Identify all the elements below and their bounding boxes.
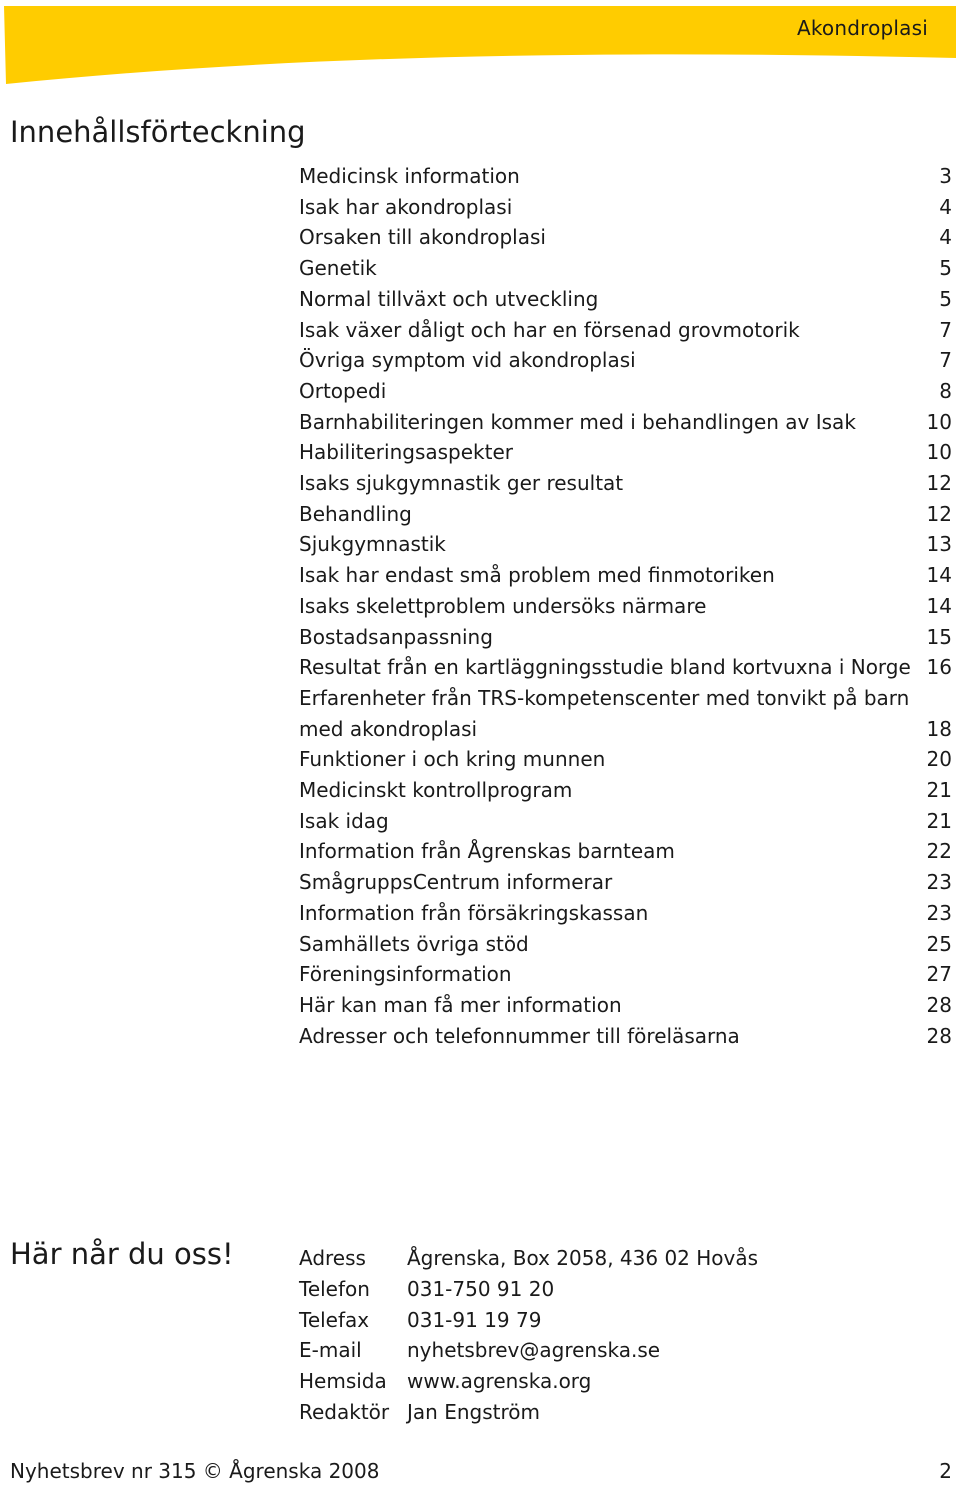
toc-entry[interactable] [299, 222, 952, 253]
contact-value: 031-91 19 79 [407, 1307, 542, 1332]
table-of-contents [299, 161, 952, 1051]
toc-entry-title: Information från försäkringskassan [299, 900, 649, 925]
toc-entry[interactable] [299, 959, 952, 990]
toc-entry-page: 13 [926, 532, 952, 557]
toc-entry-title: Sjukgymnastik [299, 532, 446, 557]
toc-entry-page: 20 [926, 747, 952, 772]
toc-entry[interactable] [299, 652, 952, 683]
toc-entry[interactable] [299, 683, 952, 744]
toc-entry[interactable] [299, 929, 952, 960]
toc-entry-page: 22 [926, 839, 952, 864]
toc-entry[interactable] [299, 468, 952, 499]
toc-entry-page: 28 [926, 1023, 952, 1048]
contact-row [299, 1335, 758, 1366]
toc-entry-page: 7 [939, 348, 952, 373]
toc-entry[interactable] [299, 161, 952, 192]
toc-entry-page: 14 [926, 563, 952, 588]
contact-label: Hemsida [299, 1369, 387, 1394]
toc-entry[interactable] [299, 253, 952, 284]
toc-entry-title: Isak växer dåligt och har en försenad grovmotorik [299, 317, 800, 342]
contact-heading: Här når du oss! [10, 1237, 234, 1271]
contact-table [299, 1243, 758, 1428]
toc-entry-title: Isaks sjukgymnastik ger resultat [299, 471, 624, 496]
toc-entry[interactable] [299, 836, 952, 867]
contact-label: Redaktör [299, 1399, 390, 1424]
toc-entry[interactable] [299, 867, 952, 898]
contact-value[interactable]: nyhetsbrev@agrenska.se [407, 1338, 661, 1363]
toc-entry-page: 12 [926, 501, 952, 526]
toc-entry[interactable] [299, 376, 952, 407]
toc-entry-page: 12 [926, 471, 952, 496]
toc-entry-page: 7 [939, 317, 952, 342]
toc-heading: Innehållsförteckning [10, 115, 306, 149]
toc-entry-title: Normal tillväxt och utveckling [299, 286, 599, 311]
toc-entry-title: Ortopedi [299, 378, 387, 403]
toc-entry-title: Adresser och telefonnummer till föreläsarna [299, 1023, 740, 1048]
contact-label: Telefax [299, 1307, 370, 1332]
toc-entry-page: 28 [926, 992, 952, 1017]
toc-entry[interactable] [299, 315, 952, 346]
toc-entry-page: 18 [926, 716, 952, 741]
toc-entry[interactable] [299, 990, 952, 1021]
toc-entry[interactable] [299, 744, 952, 775]
toc-entry-title: Funktioner i och kring munnen [299, 747, 606, 772]
toc-entry[interactable] [299, 284, 952, 315]
toc-entry-title: Barnhabiliteringen kommer med i behandlingen av Isak [299, 409, 856, 434]
toc-entry[interactable] [299, 1021, 952, 1052]
toc-entry[interactable] [299, 407, 952, 438]
toc-entry-title: Bostadsanpassning [299, 624, 493, 649]
toc-entry-page: 5 [939, 286, 952, 311]
toc-entry-page: 5 [939, 256, 952, 281]
contact-row [299, 1243, 758, 1274]
toc-entry-page: 27 [926, 962, 952, 987]
toc-entry[interactable] [299, 622, 952, 653]
toc-entry[interactable] [299, 437, 952, 468]
toc-entry[interactable] [299, 898, 952, 929]
toc-entry[interactable] [299, 529, 952, 560]
banner-swoosh [0, 0, 960, 90]
toc-entry-page: 10 [926, 440, 952, 465]
contact-row [299, 1305, 758, 1336]
toc-entry-title: Samhällets övriga stöd [299, 931, 529, 956]
toc-entry[interactable] [299, 499, 952, 530]
contact-row [299, 1366, 758, 1397]
contact-label: Telefon [299, 1276, 370, 1301]
footer-page-number: 2 [939, 1459, 952, 1483]
toc-entry-page: 14 [926, 593, 952, 618]
toc-entry-title: Information från Ågrenskas barnteam [299, 839, 675, 864]
toc-entry-title: Resultat från en kartläggningsstudie bland kortvuxna i Norge [299, 655, 911, 680]
toc-entry-title: Isak har akondroplasi [299, 194, 513, 219]
toc-entry-title: SmågruppsCentrum informerar [299, 870, 613, 895]
toc-entry-title: Erfarenheter från TRS-kompetenscenter med tonvikt på barn med akondroplasi [299, 685, 910, 741]
toc-entry-page: 3 [939, 164, 952, 188]
toc-entry-page: 4 [939, 194, 952, 219]
contact-row [299, 1274, 758, 1305]
toc-entry-title: Övriga symptom vid akondroplasi [299, 348, 636, 373]
toc-entry[interactable] [299, 591, 952, 622]
toc-entry-page: 8 [939, 378, 952, 403]
toc-entry-title: Genetik [299, 256, 377, 281]
toc-entry-title: Habiliteringsaspekter [299, 440, 514, 465]
toc-entry-title: Medicinsk information [299, 164, 520, 188]
toc-entry-title: Isak har endast små problem med finmotoriken [299, 563, 775, 588]
toc-entry-page: 21 [926, 778, 952, 803]
toc-entry[interactable] [299, 192, 952, 223]
toc-entry-title: Behandling [299, 501, 412, 526]
toc-entry-title: Här kan man få mer information [299, 992, 622, 1017]
contact-label: E-mail [299, 1338, 362, 1363]
toc-entry[interactable] [299, 806, 952, 837]
contact-value: 031-750 91 20 [407, 1276, 555, 1301]
toc-entry[interactable] [299, 560, 952, 591]
toc-entry-title: Orsaken till akondroplasi [299, 225, 546, 250]
toc-entry-page: 25 [926, 931, 952, 956]
toc-entry[interactable] [299, 775, 952, 806]
toc-entry-page: 21 [926, 808, 952, 833]
toc-entry[interactable] [299, 345, 952, 376]
contact-value[interactable]: www.agrenska.org [407, 1369, 592, 1394]
toc-entry-page: 4 [939, 225, 952, 250]
header-title: Akondroplasi [796, 16, 928, 40]
contact-value: Ågrenska, Box 2058, 436 02 Hovås [407, 1246, 759, 1270]
toc-entry-title: Isaks skelettproblem undersöks närmare [299, 593, 707, 618]
toc-entry-title: Föreningsinformation [299, 962, 512, 987]
contact-value: Jan Engström [407, 1399, 540, 1424]
contact-row [299, 1397, 758, 1428]
toc-entry-title: Isak idag [299, 808, 389, 833]
footer-publication: Nyhetsbrev nr 315 © Ågrenska 2008 [10, 1459, 380, 1483]
toc-entry-page: 10 [926, 409, 952, 434]
header-banner [0, 0, 960, 90]
toc-entry-title: Medicinskt kontrollprogram [299, 778, 573, 803]
toc-entry-page: 23 [926, 900, 952, 925]
contact-label: Adress [299, 1246, 366, 1270]
toc-entry-page: 23 [926, 870, 952, 895]
toc-entry-page: 16 [926, 655, 952, 680]
toc-entry-page: 15 [926, 624, 952, 649]
